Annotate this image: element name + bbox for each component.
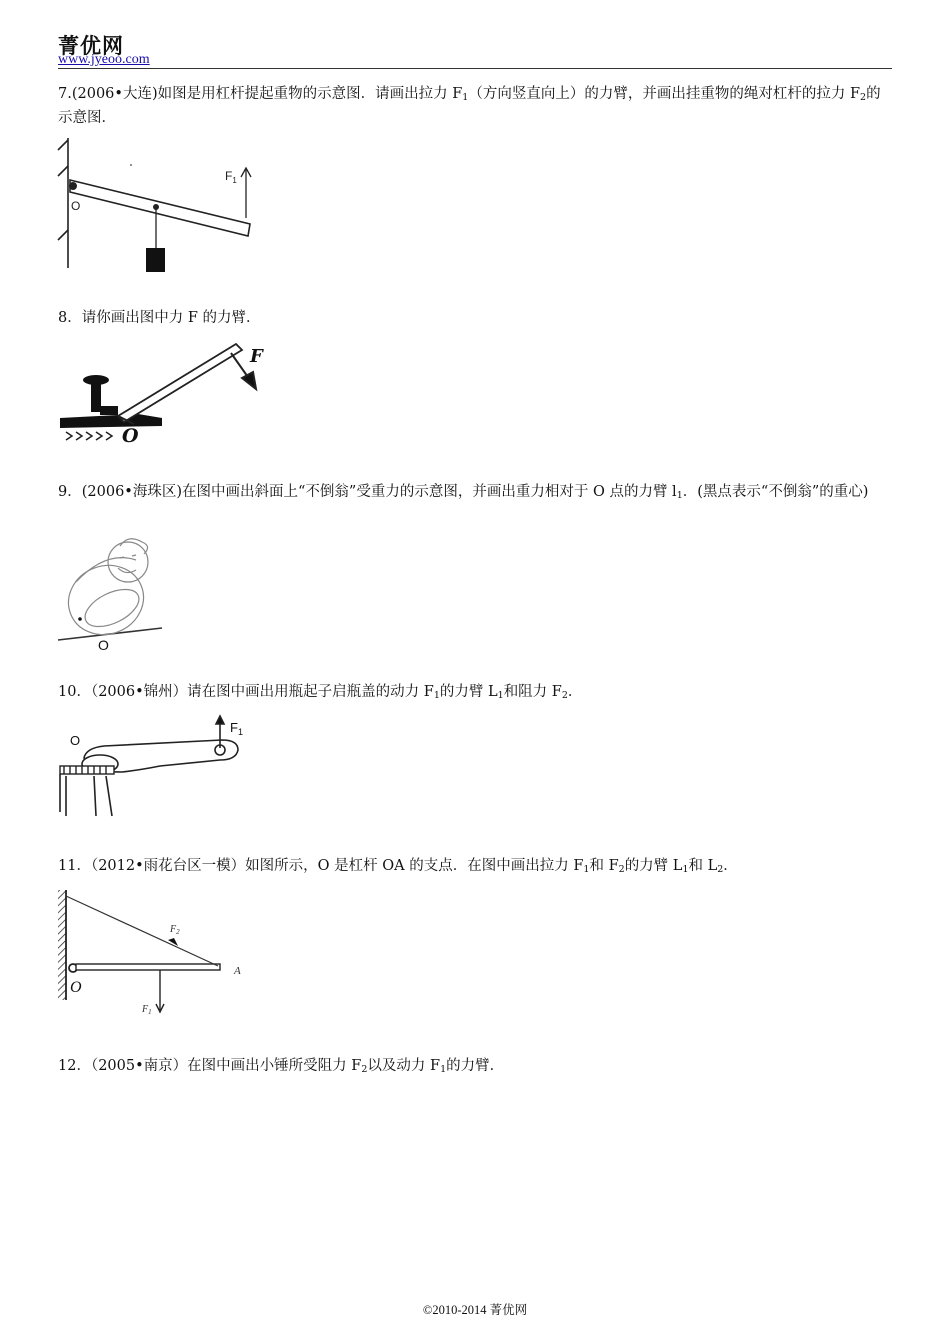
question-12-text: 12．（2005•南京）在图中画出小锤所受阻力 $F_2$以及动力 $F_1$的力臂． bbox=[58, 1058, 505, 1075]
pivot-label: O bbox=[71, 199, 81, 213]
pivot-pin bbox=[69, 182, 77, 190]
question-11-text: 11．（2012•雨花台区一模）如图所示，O 是杠杆 OA 的支点．在图中画出拉力 $F_1$和 $F_2$的力臂 $L_1$和 $L_2$． bbox=[58, 858, 738, 875]
pivot-label: O bbox=[122, 425, 139, 447]
question-9-text: 9．(2006•海珠区)在图中画出斜面上“不倒翁”受重力的示意图，并画出重力相对于 O 点的力臂 $l_1$．(黑点表示“不倒翁”的重心) bbox=[58, 484, 869, 501]
brand-logo-text: 菁优网 bbox=[58, 34, 124, 58]
footer-copyright: ©2010-2014 菁优网 bbox=[422, 1303, 528, 1317]
lever-bar bbox=[118, 344, 242, 422]
question-9-figure bbox=[56, 530, 166, 656]
f2-label: $F_2$ bbox=[170, 924, 180, 936]
arrow-up-icon bbox=[241, 168, 251, 218]
pivot-label: O bbox=[70, 979, 82, 996]
question-7-text: 7.(2006•大连)如图是用杠杆提起重物的示意图．请画出拉力 $F_1$（方向竖直向上）的力臂，并画出挂重物的绳对杠杆的拉力 $F_2$的示意图． bbox=[58, 86, 881, 126]
ground-hatch bbox=[66, 432, 112, 440]
end-label: A bbox=[234, 965, 241, 977]
bottle-cap bbox=[60, 766, 114, 774]
ground bbox=[60, 414, 162, 428]
bottle-neck bbox=[60, 774, 112, 816]
question-7-figure bbox=[56, 136, 256, 276]
f1-label: $F_1$ bbox=[142, 1004, 152, 1016]
force-label: F bbox=[250, 346, 263, 367]
lever-oa bbox=[76, 964, 220, 970]
center-of-gravity-dot bbox=[78, 617, 82, 621]
rope-f2 bbox=[66, 896, 218, 966]
question-8-figure bbox=[56, 336, 274, 448]
header-divider bbox=[58, 68, 892, 69]
question-10-figure bbox=[56, 712, 252, 818]
pivot-label: O bbox=[70, 733, 81, 748]
question-10-text: 10．（2006•锦州）请在图中画出用瓶起子启瓶盖的动力 $F_1$的力臂 $L_1$和阻力 $F_2$． bbox=[58, 684, 583, 701]
arrow-down-icon bbox=[156, 970, 164, 1012]
rail-spike bbox=[83, 375, 118, 415]
question-8-text: 8．请你画出图中力 F 的力臂． bbox=[58, 310, 261, 326]
wall-hatch bbox=[58, 890, 66, 1000]
site-link[interactable]: www.jyeoo.com bbox=[58, 52, 150, 67]
wall bbox=[58, 138, 68, 268]
lever bbox=[70, 180, 250, 236]
force-label: $F_1$ bbox=[225, 169, 237, 185]
question-11-figure bbox=[56, 886, 252, 1020]
point-label: O bbox=[98, 637, 109, 653]
weight-block bbox=[146, 248, 165, 272]
tumbler-doll bbox=[58, 539, 154, 646]
force-label: $F_1$ bbox=[230, 720, 243, 737]
